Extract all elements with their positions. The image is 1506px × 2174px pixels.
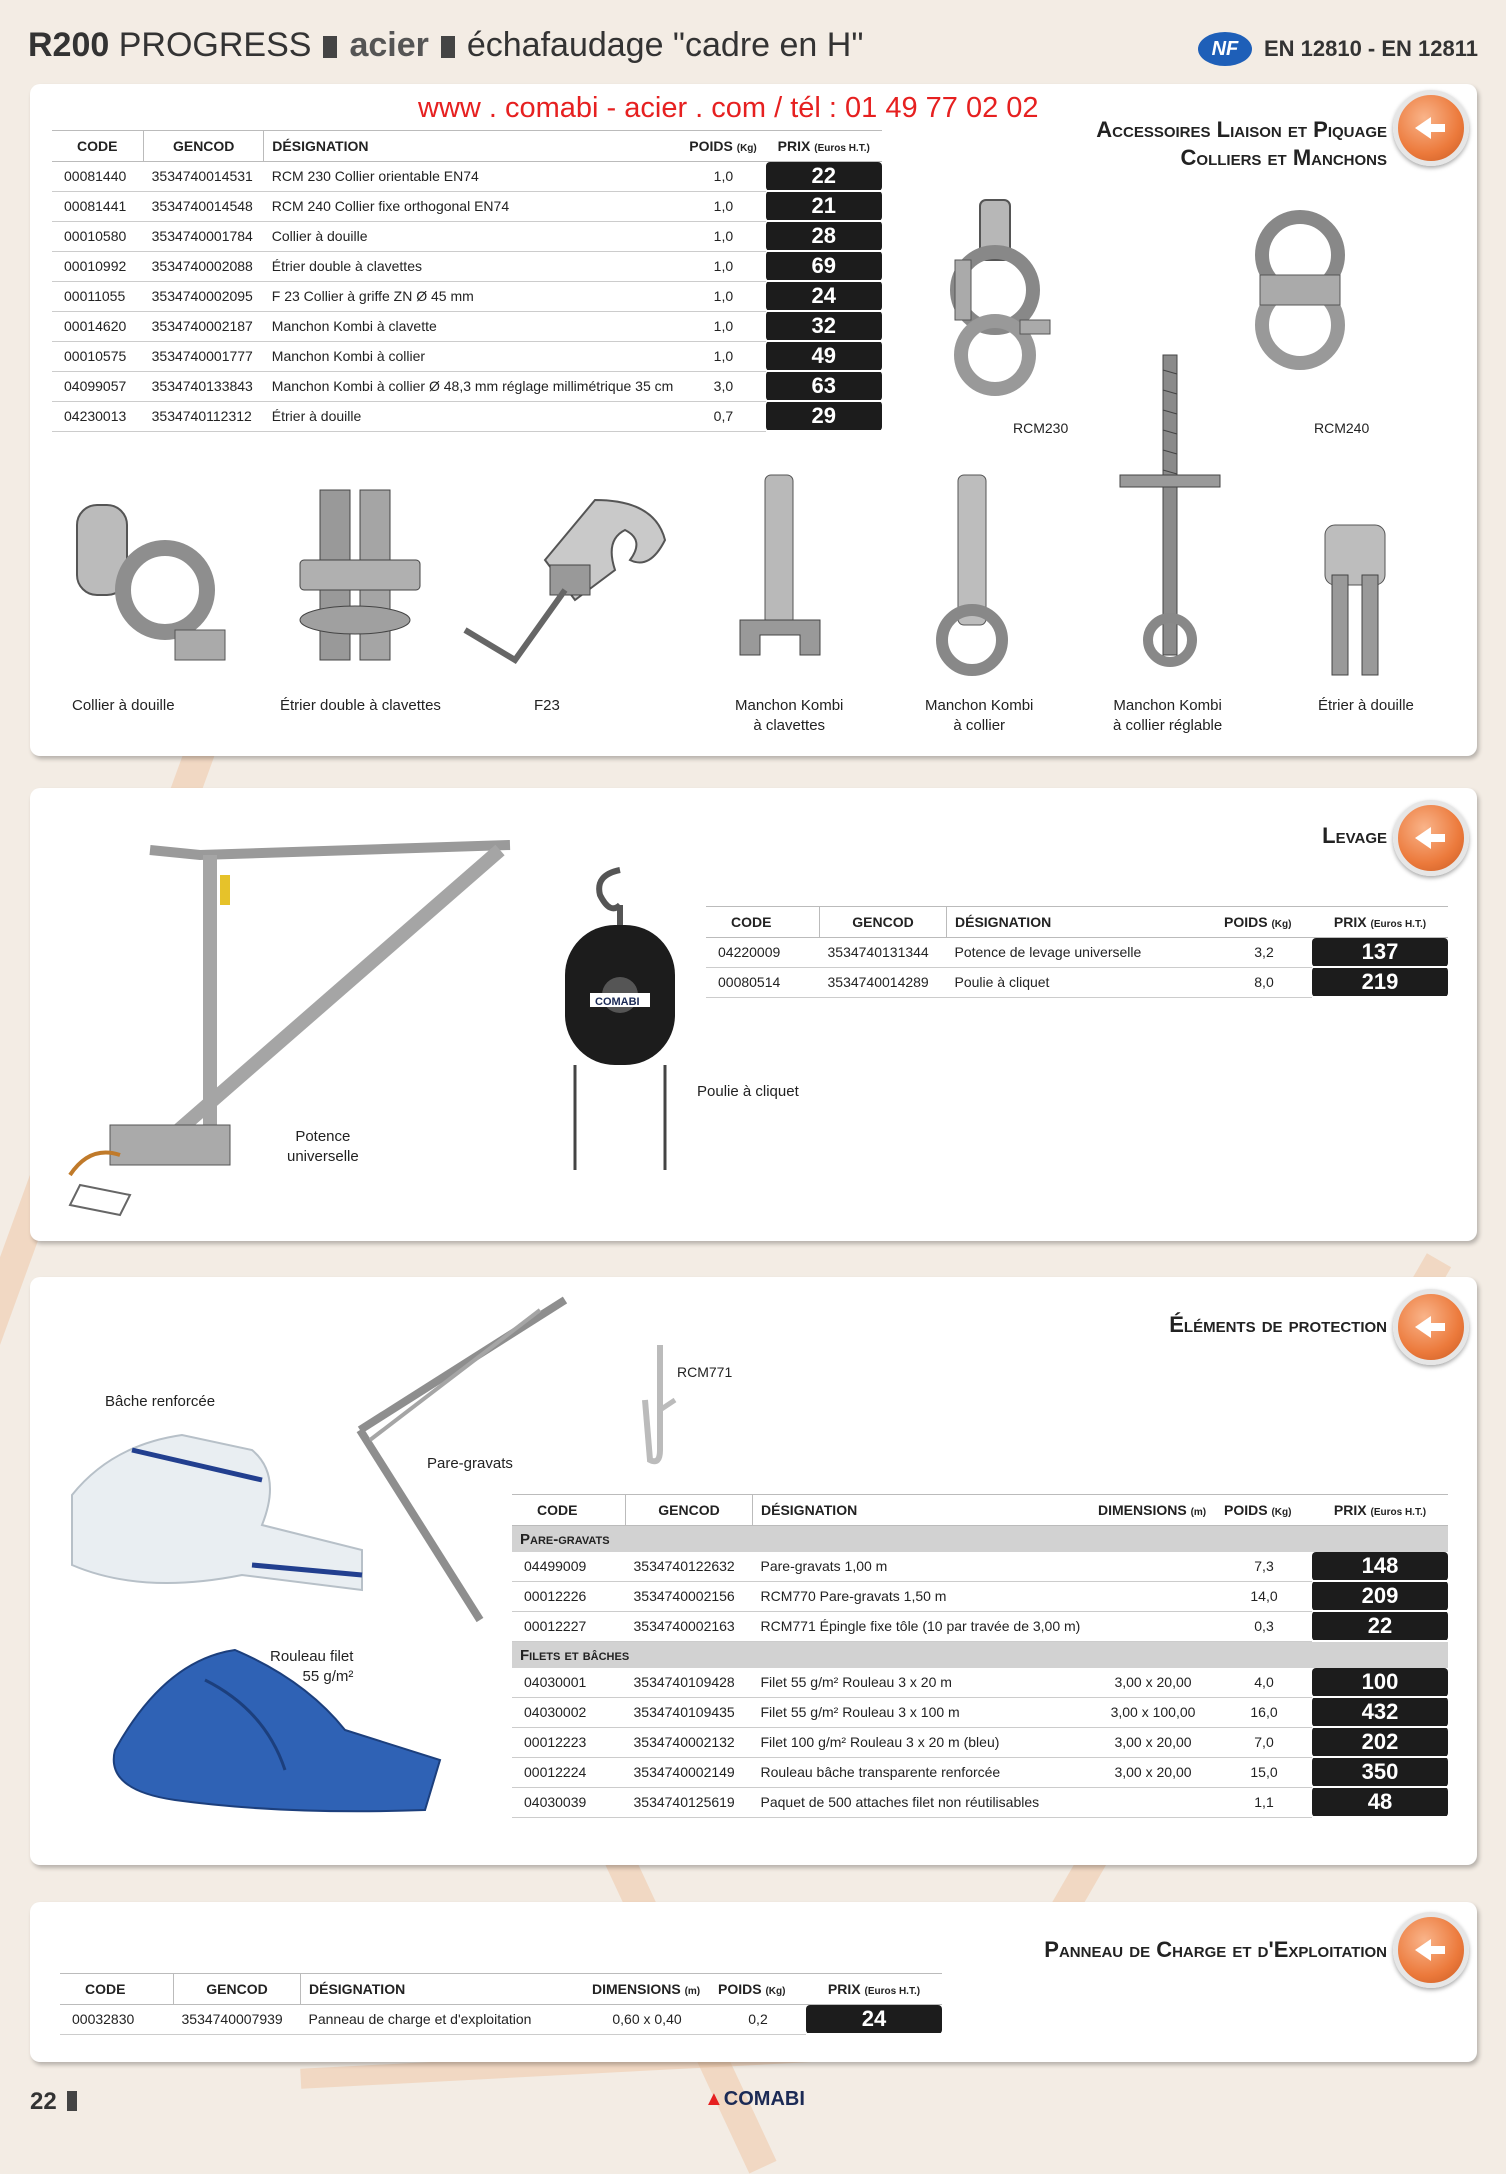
cell-designation: Étrier à douille xyxy=(264,401,682,431)
cell-poids: 15,0 xyxy=(1216,1757,1312,1787)
cell-designation: Panneau de charge et d'exploitation xyxy=(301,2005,585,2035)
cell-poids: 0,3 xyxy=(1216,1611,1312,1641)
filet-image xyxy=(85,1640,445,1820)
contact-url[interactable]: www . comabi - acier . com / tél : 01 49 77 02 02 xyxy=(418,92,1039,124)
cell-prix: 22 xyxy=(766,162,883,192)
page-number xyxy=(30,2088,77,2116)
cell-gencod: 3534740001784 xyxy=(144,221,264,251)
product-label: PROGRESS xyxy=(118,26,312,64)
cell-code: 04030039 xyxy=(512,1787,626,1817)
cell-prix: 24 xyxy=(806,2005,942,2035)
cell-code: 00012227 xyxy=(512,1611,626,1641)
cell-designation: Filet 55 g/m² Rouleau 3 x 20 m xyxy=(753,1668,1091,1697)
page-number-text: 22 xyxy=(30,2088,57,2115)
table-row xyxy=(512,1668,1448,1697)
cell-gencod: 3534740112312 xyxy=(144,401,264,431)
poids-label: POIDS xyxy=(718,1981,762,1997)
cell-dimensions: 3,00 x 100,00 xyxy=(1090,1697,1216,1727)
cell-code: 00032830 xyxy=(60,2005,174,2035)
product-table-panneau xyxy=(60,1973,942,2035)
cell-designation: RCM 240 Collier fixe orthogonal EN74 xyxy=(264,191,682,221)
cell-poids: 0,7 xyxy=(681,401,765,431)
table-row xyxy=(52,221,882,251)
caption-etrier-double: Étrier double à clavettes xyxy=(280,697,441,714)
caption-line: universelle xyxy=(287,1148,359,1165)
cell-gencod: 3534740002163 xyxy=(626,1611,753,1641)
table-row xyxy=(512,1757,1448,1787)
prix-label: PRIX xyxy=(777,138,811,154)
section-title-line1: Accessoires Liaison et Piquage xyxy=(1096,117,1387,142)
cell-dimensions: 0,60 x 0,40 xyxy=(584,2005,710,2035)
cell-gencod: 3534740133843 xyxy=(144,371,264,401)
col-code: CODE xyxy=(60,1974,174,2005)
cell-prix: 148 xyxy=(1312,1552,1448,1581)
prix-unit: (Euros H.T.) xyxy=(814,143,870,154)
cell-gencod: 3534740122632 xyxy=(626,1552,753,1581)
cell-prix: 202 xyxy=(1312,1727,1448,1757)
dimensions-label: DIMENSIONS xyxy=(592,1981,681,1997)
rcm230-coupler-image xyxy=(940,190,1060,420)
poids-unit: (Kg) xyxy=(736,143,757,154)
cell-code: 00080514 xyxy=(706,967,820,997)
cell-prix: 28 xyxy=(766,221,883,251)
caption-line: Manchon Kombi xyxy=(735,697,844,714)
cell-designation: RCM771 Épingle fixe tôle (10 par travée de 3,00 m) xyxy=(753,1611,1091,1641)
prix-label: PRIX xyxy=(1333,914,1367,930)
caption-rcm240: RCM240 xyxy=(1314,420,1370,436)
col-prix xyxy=(766,131,883,162)
cell-prix: 32 xyxy=(766,311,883,341)
cell-code: 04030002 xyxy=(512,1697,626,1727)
cell-code: 04030001 xyxy=(512,1668,626,1697)
table-row xyxy=(512,1552,1448,1581)
col-gencod: GENCOD xyxy=(820,907,947,938)
cell-designation: Rouleau bâche transparente renforcée xyxy=(753,1757,1091,1787)
footer-logo: ▲COMABI xyxy=(704,2088,805,2110)
cell-gencod: 3534740002095 xyxy=(144,281,264,311)
col-poids xyxy=(1216,907,1312,938)
cell-gencod: 3534740125619 xyxy=(626,1787,753,1817)
table-row xyxy=(512,1611,1448,1641)
cell-dimensions: 3,00 x 20,00 xyxy=(1090,1727,1216,1757)
col-gencod: GENCOD xyxy=(144,131,264,162)
norms-label: EN 12810 - EN 12811 xyxy=(1263,36,1478,61)
cell-dimensions xyxy=(1090,1552,1216,1581)
cell-prix: 69 xyxy=(766,251,883,281)
cell-code: 00010580 xyxy=(52,221,144,251)
table-row xyxy=(52,311,882,341)
collier-douille-image xyxy=(65,480,235,690)
section-title-line2: Colliers et Manchons xyxy=(1180,145,1387,170)
rcm240-coupler-image xyxy=(1240,195,1360,385)
col-designation: DÉSIGNATION xyxy=(753,1495,1091,1526)
col-poids xyxy=(1216,1495,1312,1526)
cell-designation: Collier à douille xyxy=(264,221,682,251)
cell-prix: 100 xyxy=(1312,1668,1448,1697)
type-label: échafaudage "cadre en H" xyxy=(466,26,864,64)
prix-label: PRIX xyxy=(827,1981,861,1997)
cell-designation: Manchon Kombi à collier Ø 48,3 mm réglage millimétrique 35 cm xyxy=(264,371,682,401)
cell-prix: 432 xyxy=(1312,1697,1448,1727)
col-designation: DÉSIGNATION xyxy=(947,907,1217,938)
kombi-adjustable-image xyxy=(1115,350,1225,680)
dimensions-label: DIMENSIONS xyxy=(1098,1502,1187,1518)
cell-gencod: 3534740002149 xyxy=(626,1757,753,1787)
caption-collier-douille: Collier à douille xyxy=(72,697,175,714)
cell-prix: 63 xyxy=(766,371,883,401)
table-row xyxy=(706,938,1448,968)
col-prix xyxy=(1312,907,1448,938)
cell-designation: Pare-gravats 1,00 m xyxy=(753,1552,1091,1581)
caption-kombi-reglable xyxy=(1113,696,1222,736)
cell-poids: 3,2 xyxy=(1216,938,1312,968)
cell-prix: 29 xyxy=(766,401,883,431)
col-dimensions xyxy=(1090,1495,1216,1526)
page-header xyxy=(28,22,1478,72)
prix-unit: (Euros H.T.) xyxy=(1370,1507,1427,1518)
col-code: CODE xyxy=(706,907,820,938)
cell-code: 00081440 xyxy=(52,162,144,192)
cell-gencod: 3534740002088 xyxy=(144,251,264,281)
table-row xyxy=(52,401,882,431)
cell-gencod: 3534740001777 xyxy=(144,341,264,371)
prix-label: PRIX xyxy=(1333,1502,1367,1518)
poids-unit: (Kg) xyxy=(1271,919,1292,930)
etrier-douille-image xyxy=(1310,515,1400,685)
separator-square xyxy=(323,36,337,58)
cell-poids: 1,1 xyxy=(1216,1787,1312,1817)
table-row xyxy=(512,1581,1448,1611)
col-dimensions xyxy=(584,1974,710,2005)
back-arrow-button[interactable] xyxy=(1393,800,1469,876)
cell-poids: 8,0 xyxy=(1216,967,1312,997)
etrier-double-image xyxy=(290,470,430,680)
poids-unit: (Kg) xyxy=(1271,1507,1292,1518)
col-designation: DÉSIGNATION xyxy=(301,1974,585,2005)
cell-gencod: 3534740014531 xyxy=(144,162,264,192)
separator-square xyxy=(67,2091,77,2111)
cell-code: 00010992 xyxy=(52,251,144,281)
cell-designation: Manchon Kombi à collier xyxy=(264,341,682,371)
kombi-collier-image xyxy=(920,470,1030,680)
cell-poids: 1,0 xyxy=(681,221,765,251)
cell-dimensions xyxy=(1090,1581,1216,1611)
cell-dimensions: 3,00 x 20,00 xyxy=(1090,1757,1216,1787)
cell-prix: 48 xyxy=(1312,1787,1448,1817)
cell-gencod: 3534740002187 xyxy=(144,311,264,341)
poids-label: POIDS xyxy=(1224,1502,1268,1518)
cell-gencod: 3534740014548 xyxy=(144,191,264,221)
cell-code: 00011055 xyxy=(52,281,144,311)
cell-designation: Potence de levage universelle xyxy=(947,938,1217,968)
group-label: Pare-gravats xyxy=(512,1526,1448,1553)
caption-kombi-collier xyxy=(925,696,1033,736)
caption-rcm230: RCM230 xyxy=(1013,420,1069,436)
cell-designation: F 23 Collier à griffe ZN Ø 45 mm xyxy=(264,281,682,311)
bache-image xyxy=(62,1425,382,1595)
section-title: Levage xyxy=(1322,823,1387,848)
cell-poids: 14,0 xyxy=(1216,1581,1312,1611)
cell-poids: 7,3 xyxy=(1216,1552,1312,1581)
poids-label: POIDS xyxy=(1224,914,1268,930)
product-table-levage xyxy=(706,906,1448,998)
cell-gencod: 3534740002132 xyxy=(626,1727,753,1757)
caption-line: 55 g/m² xyxy=(302,1668,354,1685)
prix-unit: (Euros H.T.) xyxy=(864,1986,921,1997)
cell-dimensions xyxy=(1090,1611,1216,1641)
dimensions-unit: (m) xyxy=(684,1986,701,1997)
table-row xyxy=(52,371,882,401)
caption-line: à clavettes xyxy=(753,717,826,734)
prix-unit: (Euros H.T.) xyxy=(1370,919,1427,930)
cell-code: 04499009 xyxy=(512,1552,626,1581)
cell-code: 00012226 xyxy=(512,1581,626,1611)
cell-designation: RCM770 Pare-gravats 1,50 m xyxy=(753,1581,1091,1611)
group-row xyxy=(512,1641,1448,1668)
caption-line: Manchon Kombi xyxy=(925,697,1034,714)
rcm771-image xyxy=(635,1340,685,1470)
caption-line: Manchon Kombi xyxy=(1113,697,1222,714)
col-prix xyxy=(1312,1495,1448,1526)
material-label: acier xyxy=(349,26,429,64)
cell-designation: Filet 55 g/m² Rouleau 3 x 100 m xyxy=(753,1697,1091,1727)
product-table-protection xyxy=(512,1494,1448,1818)
cell-poids: 1,0 xyxy=(681,311,765,341)
cell-prix: 209 xyxy=(1312,1581,1448,1611)
separator-square xyxy=(441,36,455,58)
group-label: Filets et bâches xyxy=(512,1641,1448,1668)
cell-poids: 4,0 xyxy=(1216,1668,1312,1697)
cell-code: 04099057 xyxy=(52,371,144,401)
back-arrow-button[interactable] xyxy=(1393,1912,1469,1988)
cell-designation: Manchon Kombi à clavette xyxy=(264,311,682,341)
back-arrow-button[interactable] xyxy=(1393,1289,1469,1365)
cell-poids: 1,0 xyxy=(681,251,765,281)
table-row xyxy=(52,281,882,311)
caption-poulie: Poulie à cliquet xyxy=(697,1083,799,1100)
cell-designation: Poulie à cliquet xyxy=(947,967,1217,997)
back-arrow-button[interactable] xyxy=(1393,90,1469,166)
caption-potence xyxy=(287,1127,359,1167)
section-title: Panneau de Charge et d'Exploitation xyxy=(1044,1937,1387,1962)
cell-designation: Filet 100 g/m² Rouleau 3 x 20 m (bleu) xyxy=(753,1727,1091,1757)
caption-filet xyxy=(270,1647,353,1687)
cell-code: 04230013 xyxy=(52,401,144,431)
col-code: CODE xyxy=(52,131,144,162)
cell-prix: 24 xyxy=(766,281,883,311)
footer-logo-text: COMABI xyxy=(723,2088,805,2110)
cell-prix: 49 xyxy=(766,341,883,371)
cell-poids: 1,0 xyxy=(681,191,765,221)
col-poids xyxy=(681,131,765,162)
col-prix xyxy=(806,1974,942,2005)
dimensions-unit: (m) xyxy=(1190,1507,1207,1518)
caption-kombi-clavettes xyxy=(735,696,843,736)
table-row xyxy=(512,1697,1448,1727)
cell-designation: RCM 230 Collier orientable EN74 xyxy=(264,162,682,192)
poulie-logo-text: COMABI xyxy=(595,996,640,1008)
cell-poids: 7,0 xyxy=(1216,1727,1312,1757)
cell-gencod: 3534740007939 xyxy=(174,2005,301,2035)
brand-label: R200 xyxy=(28,26,110,64)
section-title xyxy=(1096,116,1387,172)
cell-designation: Paquet de 500 attaches filet non réutilisables xyxy=(753,1787,1091,1817)
caption-etrier-douille: Étrier à douille xyxy=(1318,697,1414,714)
cell-code: 00012224 xyxy=(512,1757,626,1787)
col-designation: DÉSIGNATION xyxy=(264,131,682,162)
col-gencod: GENCOD xyxy=(174,1974,301,2005)
table-row xyxy=(60,2005,942,2035)
caption-f23: F23 xyxy=(534,697,560,714)
poids-label: POIDS xyxy=(689,138,733,154)
table-row xyxy=(706,967,1448,997)
caption-bache: Bâche renforcée xyxy=(105,1393,216,1410)
page-title xyxy=(28,26,863,65)
cell-poids: 1,0 xyxy=(681,162,765,192)
section-title: Éléments de protection xyxy=(1169,1312,1387,1337)
cell-gencod: 3534740002156 xyxy=(626,1581,753,1611)
cell-dimensions: 3,00 x 20,00 xyxy=(1090,1668,1216,1697)
table-row xyxy=(52,251,882,281)
caption-line: à collier réglable xyxy=(1113,717,1223,734)
nf-logo: NF xyxy=(1198,32,1252,66)
cell-dimensions xyxy=(1090,1787,1216,1817)
table-row xyxy=(52,162,882,192)
cell-designation: Étrier double à clavettes xyxy=(264,251,682,281)
cell-code: 00010575 xyxy=(52,341,144,371)
caption-line: à collier xyxy=(953,717,1006,734)
cell-prix: 22 xyxy=(1312,1611,1448,1641)
cell-prix: 137 xyxy=(1312,938,1448,968)
kombi-clavettes-image xyxy=(725,470,835,680)
caption-line: Rouleau filet xyxy=(270,1648,354,1665)
product-table-colliers xyxy=(52,130,882,432)
caption-pare-gravats: Pare-gravats xyxy=(427,1455,513,1472)
table-row xyxy=(512,1787,1448,1817)
cell-gencod: 3534740109435 xyxy=(626,1697,753,1727)
cell-poids: 1,0 xyxy=(681,281,765,311)
cell-gencod: 3534740131344 xyxy=(820,938,947,968)
poulie-image xyxy=(555,865,685,1175)
cell-prix: 21 xyxy=(766,191,883,221)
cell-code: 04220009 xyxy=(706,938,820,968)
col-poids xyxy=(710,1974,806,2005)
cell-poids: 16,0 xyxy=(1216,1697,1312,1727)
col-code: CODE xyxy=(512,1495,626,1526)
caption-line: Potence xyxy=(295,1128,351,1145)
cell-prix: 219 xyxy=(1312,967,1448,997)
cell-code: 00014620 xyxy=(52,311,144,341)
cell-poids: 3,0 xyxy=(681,371,765,401)
f23-image xyxy=(455,480,685,690)
norms-block xyxy=(1198,32,1478,66)
cell-prix: 350 xyxy=(1312,1757,1448,1787)
cell-gencod: 3534740014289 xyxy=(820,967,947,997)
cell-gencod: 3534740109428 xyxy=(626,1668,753,1697)
cell-poids: 0,2 xyxy=(710,2005,806,2035)
cell-code: 00012223 xyxy=(512,1727,626,1757)
table-row xyxy=(512,1727,1448,1757)
col-gencod: GENCOD xyxy=(626,1495,753,1526)
caption-rcm771: RCM771 xyxy=(677,1364,733,1380)
cell-poids: 1,0 xyxy=(681,341,765,371)
table-row xyxy=(52,191,882,221)
poids-unit: (Kg) xyxy=(765,1986,786,1997)
group-row xyxy=(512,1526,1448,1553)
cell-code: 00081441 xyxy=(52,191,144,221)
table-row xyxy=(52,341,882,371)
